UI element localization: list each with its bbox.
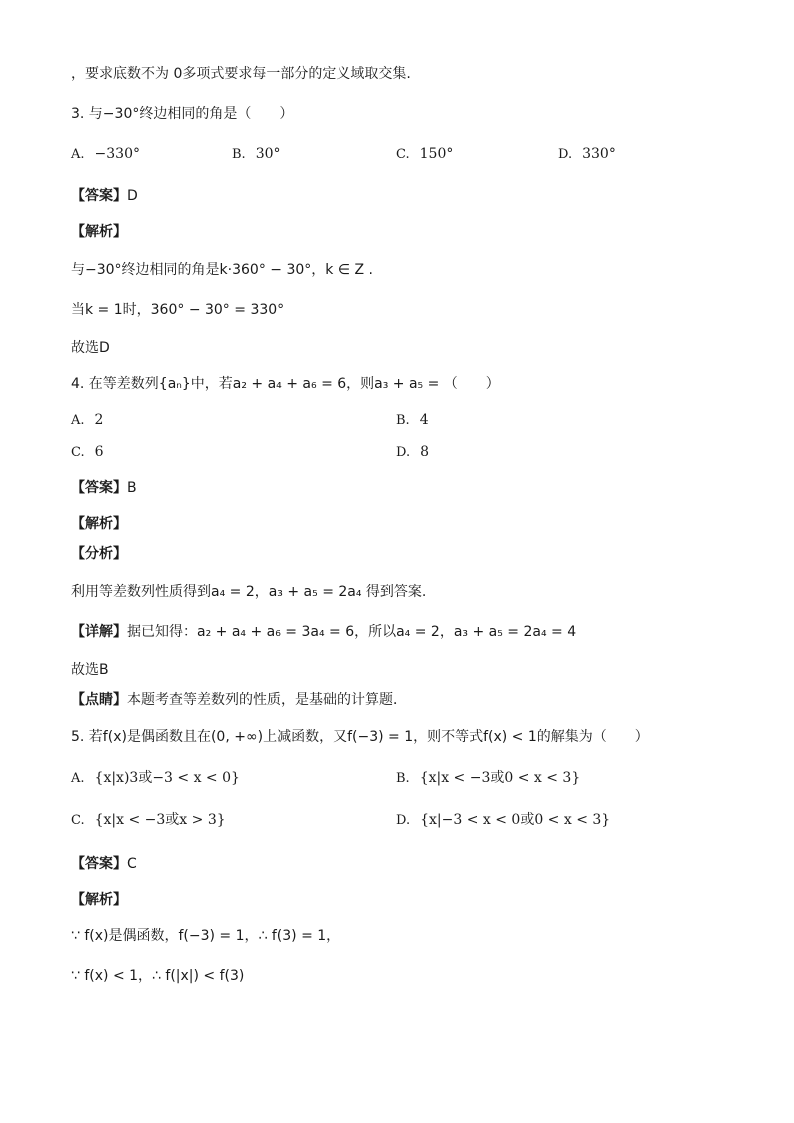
answer-tag: 【答案】 — [71, 856, 127, 872]
q5-solution-tag: 【解析】 — [71, 892, 127, 908]
q4-comment — [71, 690, 407, 710]
q3-option-a — [71, 144, 140, 165]
q3-answer — [71, 186, 138, 206]
q5-solution-line-2: ∵ f(x) < 1，∴ f(|x|) < f(3) — [71, 968, 245, 984]
option-value: 6 — [94, 444, 104, 460]
option-label: A. — [71, 147, 85, 162]
q5-answer — [71, 854, 137, 874]
option-label: D. — [558, 147, 573, 162]
q4-option-b — [396, 410, 429, 431]
option-label: C. — [71, 445, 85, 460]
q5-solution-line-1: ∵ f(x)是偶函数，f(−3) = 1，∴ f(3) = 1， — [71, 928, 341, 944]
q4-conclusion: 故选B — [71, 662, 109, 678]
option-value: 330° — [582, 146, 616, 162]
option-value: {x|x < −3或0 < x < 3} — [419, 770, 581, 786]
answer-tag: 【答案】 — [71, 480, 127, 496]
option-label: B. — [232, 147, 246, 162]
q4-option-c — [71, 442, 104, 463]
comment-text: 本题考查等差数列的性质，是基础的计算题． — [127, 692, 407, 708]
option-value: 4 — [419, 412, 429, 428]
option-value: 8 — [420, 444, 430, 460]
q4-option-a — [71, 410, 103, 431]
option-label: D. — [396, 445, 411, 460]
answer-tag: 【答案】 — [71, 188, 127, 204]
option-label: A. — [71, 413, 85, 428]
option-value: 150° — [419, 146, 454, 162]
q3-option-b — [232, 144, 281, 165]
q3-solution-line-2: 当k = 1时，360° − 30° = 330° — [71, 302, 285, 318]
option-label: C. — [396, 147, 410, 162]
q4-analysis-text: 利用等差数列性质得到a₄ = 2，a₃ + a₅ = 2a₄ 得到答案. — [71, 584, 427, 600]
option-label: A. — [71, 771, 85, 786]
q4-answer — [71, 478, 137, 498]
option-value: {x|−3 < x < 0或0 < x < 3} — [420, 812, 611, 828]
question-3-stem: 3. 与−30°终边相同的角是（ ） — [71, 106, 294, 122]
q4-detail — [71, 622, 576, 642]
option-value: {x|x < −3或x > 3} — [94, 812, 226, 828]
q3-option-c — [396, 144, 453, 165]
q5-option-d — [396, 810, 610, 831]
option-value: 2 — [94, 412, 104, 428]
option-label: C. — [71, 813, 85, 828]
q4-option-d — [396, 442, 429, 463]
intro-text: ，要求底数不为 0多项式要求每一部分的定义域取交集. — [71, 66, 411, 82]
option-label: D. — [396, 813, 411, 828]
question-4-stem: 4. 在等差数列{aₙ}中，若a₂ + a₄ + a₆ = 6，则a₃ + a₅ = （ ） — [71, 376, 500, 392]
q4-solution-tag: 【解析】 — [71, 516, 127, 532]
comment-tag: 【点睛】 — [71, 692, 127, 708]
q5-option-c — [71, 810, 226, 831]
question-5-stem: 5. 若f(x)是偶函数且在(0, +∞)上减函数，又f(−3) = 1，则不等式f(x) < 1的解集为（ ） — [71, 729, 649, 745]
option-label: B. — [396, 413, 410, 428]
detail-tag: 【详解】 — [71, 624, 127, 640]
q3-option-d — [558, 144, 616, 165]
q5-option-b — [396, 768, 580, 789]
option-value: 30° — [255, 146, 281, 162]
answer-value: C — [127, 856, 137, 872]
q3-solution-line-1: 与−30°终边相同的角是k·360° − 30°，k ∈ Z . — [71, 262, 373, 278]
answer-value: D — [127, 188, 138, 204]
q5-option-a — [71, 768, 240, 789]
option-label: B. — [396, 771, 410, 786]
detail-text: 据已知得：a₂ + a₄ + a₆ = 3a₄ = 6，所以a₄ = 2，a₃ + a₅ = 2a₄ = 4 — [127, 624, 577, 640]
q4-analysis-tag: 【分析】 — [71, 546, 127, 562]
answer-value: B — [127, 480, 137, 496]
option-value: −330° — [94, 146, 140, 162]
q3-conclusion: 故选D — [71, 340, 110, 356]
q3-solution-tag: 【解析】 — [71, 224, 127, 240]
option-value: {x|x)3或−3 < x < 0} — [94, 770, 240, 786]
